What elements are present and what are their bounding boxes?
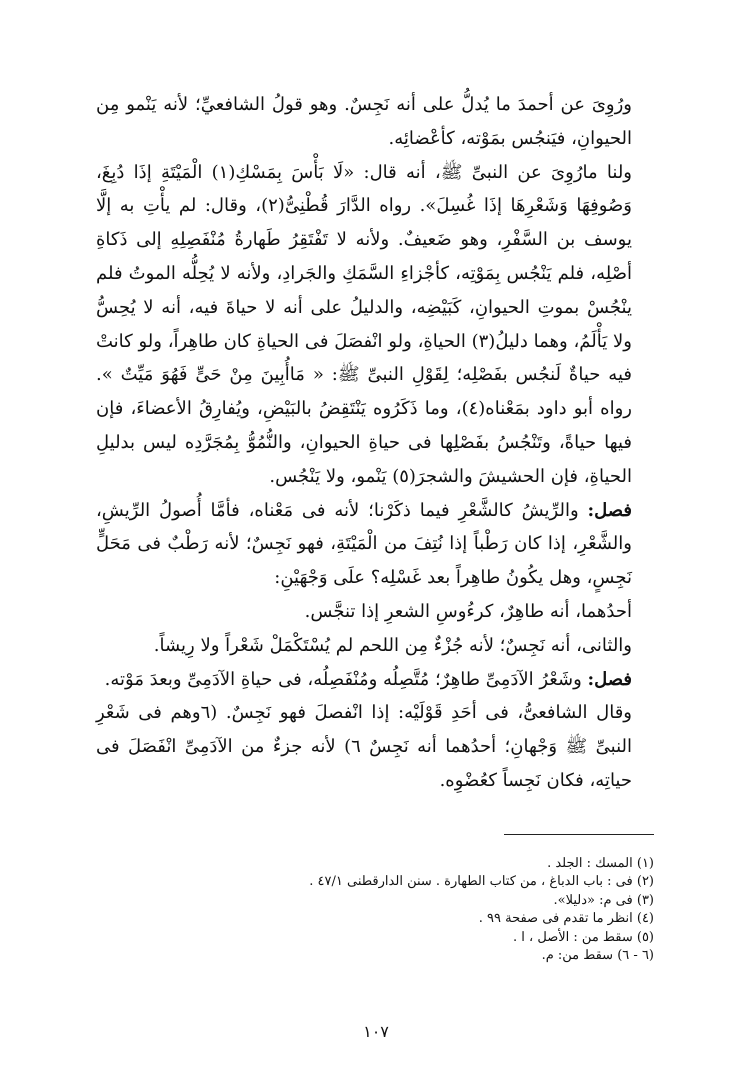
footnote: (٣) فى م: «دليلا». <box>553 892 654 908</box>
footnote: (٥) سقط من : الأصل ، ا . <box>513 929 654 945</box>
page-number: ١٠٧ <box>363 1022 389 1041</box>
section-paragraph <box>96 663 654 697</box>
footnotes <box>96 855 654 966</box>
paragraph <box>96 156 654 494</box>
paragraph <box>96 88 654 156</box>
paragraph-text: وقال الشافعىُّ، فى أحَدِ قَوْلَيْه: إذا انْفصلَ فهو نَجِسٌ. (٦وهم فى شَعْرِ النبىِّ ﷺ وَجْهانِ؛ أحدُهما أنه نَجِسٌ ٦) لأنه جزءٌ من الآدَمِىِّ انْفَصَلَ فى حياتِه، فكان نَجِساً كعُضْوِه. <box>96 702 632 791</box>
section-label: فصل: <box>587 499 632 521</box>
paragraph-text: والرِّيشُ كالشَّعْرِ فيما ذكَرْنا؛ لأنه فى مَعْناه، فأمَّا أُصولُ الرِّيشِ، والشَّعْرِ، إذا كان رَطْباً إذا نُتِفَ من الْمَيْتَةِ، فهو نَجِسٌ؛ لأنه رَطْبٌ فى مَحَلٍّ نَجِسٍ، وهل يكُونُ طاهِراً بعد غَسْلِه؟ علَى وَجْهَيْنِ: <box>96 499 632 589</box>
main-text <box>96 88 654 798</box>
paragraph <box>96 696 654 797</box>
footnote: (١) المسك : الجلد . <box>547 855 654 871</box>
footnote-separator <box>504 834 654 835</box>
footnote: (٢) فى : باب الدباغ ، من كتاب الطهارة . سنن الدارقطنى ٤٧/١ . <box>309 874 654 890</box>
footnote: (٦ - ٦) سقط من: م. <box>541 948 654 964</box>
paragraph-text: ورُوِىَ عن أحمدَ ما يُدلُّ على أنه نَجِسٌ. وهو قولُ الشافعيِّ؛ لأنه يَنْمو مِن الحيوانِ، فيَنجُس بمَوْته، كأعْضائِه. <box>96 94 632 149</box>
paragraph-text: أحدُهما، أنه طاهِرٌ، كرءُوسِ الشعرِ إذا تنجَّس. <box>304 600 632 622</box>
paragraph-text: وشَعْرُ الآدَمِىِّ طاهِرٌ؛ مُتَّصِلُه ومُنْفَصِلُه، فى حياةِ الآدَمِىِّ وبعدَ مَوْته. <box>104 668 582 690</box>
paragraph-text: والثانى، أنه نَجِسٌ؛ لأنه جُزْءٌ مِن اللحم لم يُسْتَكْمَلْ شَعْراً ولا رِيشاً. <box>153 634 632 656</box>
section-paragraph <box>96 494 654 595</box>
section-label: فصل: <box>587 668 632 690</box>
paragraph <box>96 595 654 629</box>
footnote: (٤) انظر ما تقدم فى صفحة ٩٩ . <box>478 911 654 927</box>
paragraph <box>96 629 654 663</box>
paragraph-text: ولنا مارُوِىَ عن النبىِّ ﷺ، أنه قال: «لَا بَأْسَ بِمَسْكِ(١) الْمَيْتَةِ إذَا دُبِغَ، وَصُوفِهَا وَشَعْرِهَا إذَا غُسِلَ». رواه الدَّارَ قُطْنِىُّ(٢)، وقال: لم يأْتِ به إلَّا يوسف بن السَّفْرِ، وهو ضَعيفٌ. ولأنه لا تَفْتَقِرُ طَهارةُ مُنْفَصِلِهِ إلى ذَكاةِ أصْلِه، فلم يَنْجُس بِمَوْتِه، كأجْزاءِ السَّمَكِ والجَرادِ، ولأنه لا يُحِلُّه الموتُ فلم ينْجُسْ بموتِ الحيوانِ، كَبَيْضِه، والدليلُ على أنه لا حياةَ فيه، أنه لا يُحِسُّ ولا يَأْلَمُ، وهما دليلُ(٣) الحياةِ، ولو انْفصَلَ فى الحياةِ كان طاهِراً، ولو كانتْ فيه حياةٌ لَنجُس بفَصْلِه؛ لِقَوْلِ النبىِّ ﷺ: « مَاأُبِينَ مِنْ حَىٍّ فَهُوَ مَيِّتٌ ». رواه أبو داود بمَعْناه(٤)، وما ذَكَرُوه يَنْتَقِضُ بالبَيْضِ، ويُفارِقُ الأعضاءَ، فإن فيها حياةً، وتَنْجُسُ بفَصْلِها فى حياةِ الحيوانِ، والنُّمُوُّ بِمُجَرَّدِه ليس بدليلِ الحياةِ، فإن الحشيشَ والشجرَ(٥) يَنْمو، ولا يَنْجُس. <box>96 161 633 487</box>
